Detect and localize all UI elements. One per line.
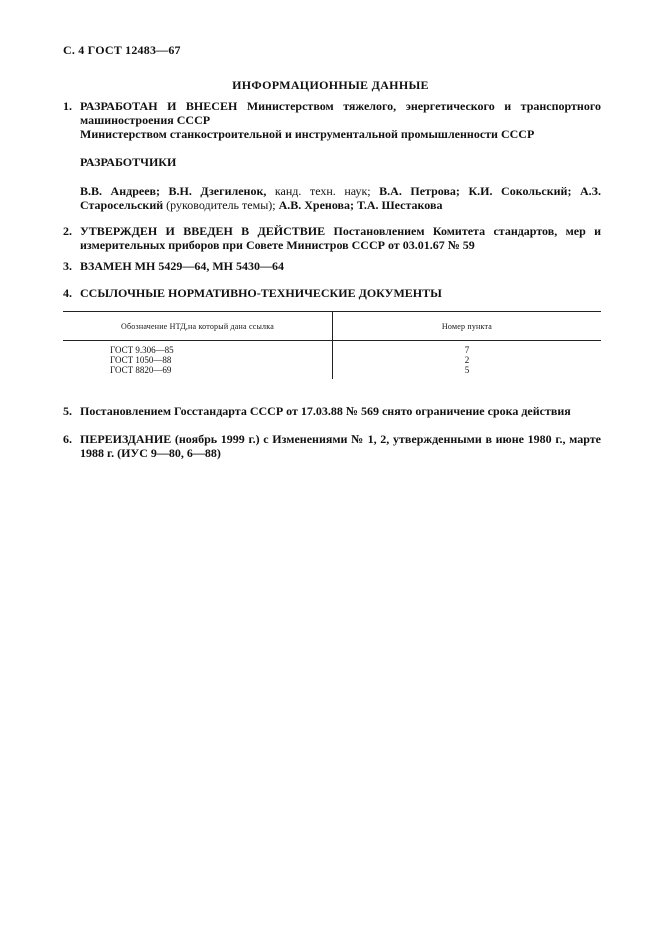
section-2-number: 2. <box>63 224 72 238</box>
developers-part-2: канд. техн. наук; <box>266 184 380 198</box>
section-1-body <box>80 99 601 141</box>
table-cell-designation: ГОСТ 1050—88 <box>63 355 333 365</box>
section-6-text: ПЕРЕИЗДАНИЕ (ноябрь 1999 г.) с Изменениями № 1, 2, утвержденными в июне 1980 г., марте 1988 г. (ИУС 9—80, 6—88) <box>80 432 601 460</box>
section-5-text: Постановлением Госстандарта СССР от 17.03.88 № 569 снято ограничение срока действия <box>80 404 571 418</box>
section-2 <box>63 224 601 252</box>
table-header-clause: Номер пункта <box>333 312 602 341</box>
section-5-number: 5. <box>63 404 72 418</box>
section-3 <box>63 259 601 273</box>
table-cell-clause: 2 <box>464 355 470 365</box>
table-row <box>63 355 601 365</box>
references-table <box>63 311 601 379</box>
section-5 <box>63 404 601 418</box>
section-1 <box>63 99 601 141</box>
developers-part-5: А.В. Хренова; Т.А. Шестакова <box>278 198 443 212</box>
page-header: С. 4 ГОСТ 12483—67 <box>63 43 181 57</box>
table-cell-clause: 5 <box>464 365 470 375</box>
table-header-row <box>63 312 601 341</box>
section-1-text-1: Министерством тяжелого, энергетического и транспортного машиностроения СССР <box>80 99 602 127</box>
section-4-text: ССЫЛОЧНЫЕ НОРМАТИВНО-ТЕХНИЧЕСКИЕ ДОКУМЕНТЫ <box>80 286 442 300</box>
table-cell-designation: ГОСТ 9.306—85 <box>63 341 333 356</box>
developers-part-1: В.В. Андреев; В.Н. Дзегиленок, <box>80 184 267 198</box>
section-2-lead: УТВЕРЖДЕН И ВВЕДЕН В ДЕЙСТВИЕ <box>80 224 326 238</box>
section-1-text-2: Министерством станкостроительной и инструментальной промышленности СССР <box>80 127 535 141</box>
developers-part-3: В.А. Петрова; К.И. Сокольский; А.З. Старосельский <box>80 184 601 212</box>
developers-title: РАЗРАБОТЧИКИ <box>80 155 177 169</box>
section-2-body <box>80 224 601 252</box>
section-1-lead: РАЗРАБОТАН И ВНЕСЕН <box>80 99 238 113</box>
section-4-number: 4. <box>63 286 72 300</box>
section-2-text: Постановлением Комитета стандартов, мер и измерительных приборов при Совете Министров СССР от 03.01.67 № 59 <box>80 224 602 252</box>
page-title: ИНФОРМАЦИОННЫЕ ДАННЫЕ <box>232 78 429 92</box>
table-header-designation: Обозначение НТД,на который дана ссылка <box>63 312 333 341</box>
section-6 <box>63 432 601 460</box>
table-cell-designation: ГОСТ 8820—69 <box>63 365 333 379</box>
section-6-number: 6. <box>63 432 72 446</box>
developers-list <box>80 184 601 212</box>
table-cell-clause: 7 <box>464 345 470 355</box>
table-row <box>63 341 601 356</box>
section-3-text: ВЗАМЕН МН 5429—64, МН 5430—64 <box>80 259 284 273</box>
section-4 <box>63 286 601 300</box>
developers-part-4: (руководитель темы); <box>163 198 279 212</box>
section-1-number: 1. <box>63 99 72 113</box>
table-row <box>63 365 601 379</box>
section-3-number: 3. <box>63 259 72 273</box>
